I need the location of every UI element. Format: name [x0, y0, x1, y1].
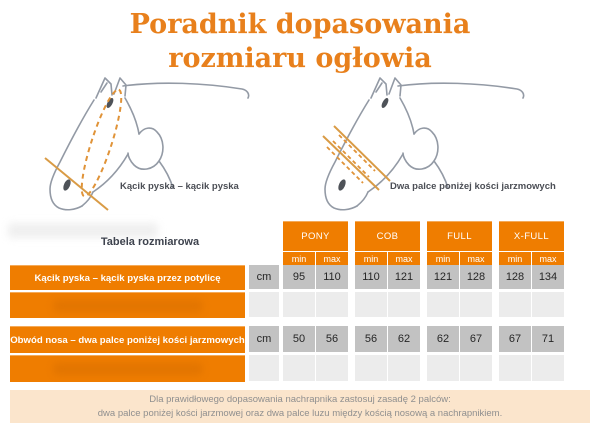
value-cell [316, 355, 348, 381]
value-cell [427, 292, 459, 317]
size-label: X-FULL [499, 221, 564, 251]
table-row-poll [0, 265, 600, 289]
min-label: min [283, 252, 315, 266]
header-group-xfull [499, 221, 564, 266]
max-label: max [316, 252, 348, 266]
min-label: min [499, 252, 531, 266]
size-label: COB [355, 221, 420, 251]
min-label: min [427, 252, 459, 266]
horse-head-diagrams [0, 76, 600, 216]
footer-note-line1: Dla prawidłowego dopasowania nachrapnika zastosuj zasadę 2 palców: [149, 394, 451, 405]
header-group-pony [283, 221, 348, 266]
max-label: max [532, 252, 564, 266]
value-cell: 62 [427, 326, 459, 352]
value-cell [355, 355, 387, 381]
value-cell [355, 292, 387, 317]
table-title: Tabela rozmiarowa [100, 236, 200, 248]
table-row-redacted [0, 355, 600, 381]
value-cell: 121 [427, 265, 459, 289]
value-cell: 134 [532, 265, 564, 289]
row-label-blurred [10, 355, 245, 382]
right-measurement-caption: Dwa palce poniżej kości jarzmowych [390, 181, 556, 192]
value-cell: 56 [316, 326, 348, 352]
max-label: max [460, 252, 492, 266]
table-row-redacted [0, 292, 600, 317]
value-cell: 110 [355, 265, 387, 289]
table-row-nose [0, 326, 600, 352]
mouth-corner-line [45, 158, 108, 210]
value-cell [532, 355, 564, 381]
row-label: Obwód nosa – dwa palce poniżej kości jarzmowych [10, 326, 245, 353]
footer-note [10, 390, 590, 423]
value-cell [283, 355, 315, 381]
page-title [0, 8, 600, 76]
footer-note-line2: dwa palce poniżej kości jarzmowej oraz dwa palce luzu między kością nosową a nachrapnikiem. [97, 407, 503, 419]
value-cell [499, 355, 531, 381]
value-cell [283, 292, 315, 317]
size-label: PONY [283, 221, 348, 251]
unit-cell: cm [249, 326, 279, 352]
page-title-line2: rozmiaru ogłowia [168, 43, 432, 74]
value-cell [460, 355, 492, 381]
value-cell: 56 [355, 326, 387, 352]
value-cell: 121 [388, 265, 420, 289]
header-group-cob [355, 221, 420, 266]
value-cell: 67 [499, 326, 531, 352]
value-cell: 50 [283, 326, 315, 352]
value-cell: 128 [460, 265, 492, 289]
row-label-blurred [10, 292, 245, 318]
left-measurement-caption: Kącik pyska – kącik pyska [120, 181, 239, 192]
row-label: Kącik pyska – kącik pyska przez potylicę [10, 265, 245, 290]
value-cell [427, 355, 459, 381]
value-cell: 110 [316, 265, 348, 289]
unit-cell: cm [249, 265, 279, 289]
value-cell: 95 [283, 265, 315, 289]
max-label: max [388, 252, 420, 266]
value-cell [532, 292, 564, 317]
header-group-full [427, 221, 492, 266]
value-cell: 62 [388, 326, 420, 352]
value-cell [316, 292, 348, 317]
value-cell: 67 [460, 326, 492, 352]
value-cell [460, 292, 492, 317]
page-title-line1: Poradnik dopasowania [129, 9, 471, 40]
value-cell [499, 292, 531, 317]
value-cell: 128 [499, 265, 531, 289]
size-label: FULL [427, 221, 492, 251]
unit-cell [249, 355, 279, 381]
value-cell [388, 355, 420, 381]
min-label: min [355, 252, 387, 266]
value-cell: 71 [532, 326, 564, 352]
unit-cell [249, 292, 279, 317]
value-cell [388, 292, 420, 317]
